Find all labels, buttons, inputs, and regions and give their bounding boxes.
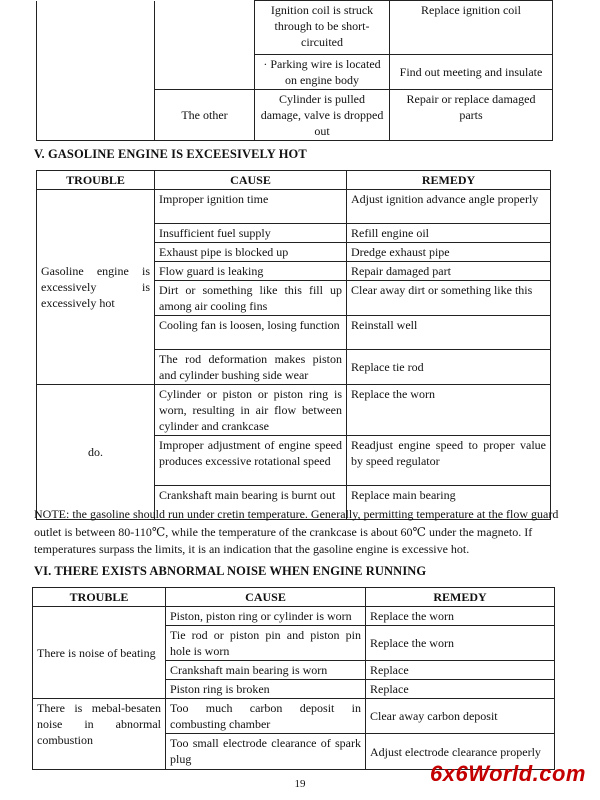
cause-header: CAUSE <box>166 588 366 607</box>
cause-cell: Ignition coil is struck through to be short-circuited <box>255 1 390 55</box>
cause-cell: · Parking wire is located on engine body <box>255 55 390 90</box>
remedy-cell: Replace the worn <box>366 607 555 626</box>
watermark-logo: 6x6World.com <box>430 761 586 786</box>
remedy-cell: Replace ignition coil <box>390 1 553 55</box>
cause-cell: Cylinder is pulled damage, valve is dropped out <box>255 90 390 141</box>
remedy-cell: Replace main bearing <box>347 486 551 520</box>
cause-cell: Dirt or something like this fill up among air cooling fins <box>155 281 347 316</box>
remedy-cell: Clear away dirt or something like this <box>347 281 551 316</box>
trouble-cell: There is mebal-besaten noise in abnormal combustion <box>33 699 166 770</box>
remedy-cell: Dredge exhaust pipe <box>347 243 551 262</box>
cause-cell: Too small electrode clearance of spark plug <box>166 734 366 770</box>
cause-cell: Cooling fan is loosen, losing function <box>155 316 347 350</box>
section-heading: V. GASOLINE ENGINE IS EXCEESIVELY HOT <box>34 147 307 161</box>
cause-cell: Insufficient fuel supply <box>155 224 347 243</box>
cause-cell: Tie rod or piston pin and piston pin hole is worn <box>166 626 366 661</box>
remedy-cell: Replace <box>366 680 555 699</box>
remedy-cell: Find out meeting and insulate <box>390 55 553 90</box>
abnormal-noise-table <box>32 587 555 770</box>
trouble-cell: do. <box>37 385 155 520</box>
section-heading: VI. THERE EXISTS ABNORMAL NOISE WHEN ENGINE RUNNING <box>34 564 427 578</box>
cause-cell: Too much carbon deposit in combusting chamber <box>166 699 366 734</box>
cause-cell: Improper ignition time <box>155 190 347 224</box>
remedy-cell: Replace the worn <box>347 385 551 436</box>
cause-cell: The rod deformation makes piston and cylinder bushing side wear <box>155 350 347 385</box>
cause-cell: Cylinder or piston or piston ring is worn, resulting in air flow between cylinder and crankcase <box>155 385 347 436</box>
remedy-cell: Reinstall well <box>347 316 551 350</box>
trouble-header: TROUBLE <box>33 588 166 607</box>
trouble-header: TROUBLE <box>37 171 155 190</box>
remedy-cell: Adjust ignition advance angle properly <box>347 190 551 224</box>
remedy-header: REMEDY <box>347 171 551 190</box>
cause-cell: Crankshaft main bearing is burnt out <box>155 486 347 520</box>
top-trouble-table <box>36 0 553 141</box>
cause-cell: Improper adjustment of engine speed produces excessive rotational speed <box>155 436 347 486</box>
temperature-note: NOTE: the gasoline should run under cretin temperature. Generally, permitting temperature at the flow guard outlet is between 80-110℃, while the temperature of the crankcase is about 60℃ under the magneto. If temperatures surpass the limits, it is an indication that the gasoline engine is excessive hot. <box>34 507 559 556</box>
remedy-cell: Refill engine oil <box>347 224 551 243</box>
remedy-cell: Replace the worn <box>366 626 555 661</box>
remedy-cell: Repair or replace damaged parts <box>390 90 553 141</box>
table-cell <box>37 1 155 141</box>
remedy-cell: Replace <box>366 661 555 680</box>
cause-cell: Crankshaft main bearing is worn <box>166 661 366 680</box>
remedy-header: REMEDY <box>366 588 555 607</box>
remedy-cell: Adjust electrode clearance properly <box>366 734 555 770</box>
page-number: 19 <box>294 778 306 790</box>
cause-cell: Exhaust pipe is blocked up <box>155 243 347 262</box>
trouble-cell: Gasoline engine is excessively is excessively hot <box>37 190 155 385</box>
remedy-cell: Clear away carbon deposit <box>366 699 555 734</box>
cause-cell: Piston, piston ring or cylinder is worn <box>166 607 366 626</box>
table-cell <box>155 1 255 90</box>
engine-hot-table <box>36 170 551 520</box>
remedy-cell: Readjust engine speed to proper value by speed regulator <box>347 436 551 486</box>
cause-header: CAUSE <box>155 171 347 190</box>
remedy-cell: Replace tie rod <box>347 350 551 385</box>
cause-cell: Piston ring is broken <box>166 680 366 699</box>
cause-cell: Flow guard is leaking <box>155 262 347 281</box>
trouble-cell: There is noise of beating <box>33 607 166 699</box>
remedy-cell: Repair damaged part <box>347 262 551 281</box>
trouble-cell: The other <box>155 90 255 141</box>
